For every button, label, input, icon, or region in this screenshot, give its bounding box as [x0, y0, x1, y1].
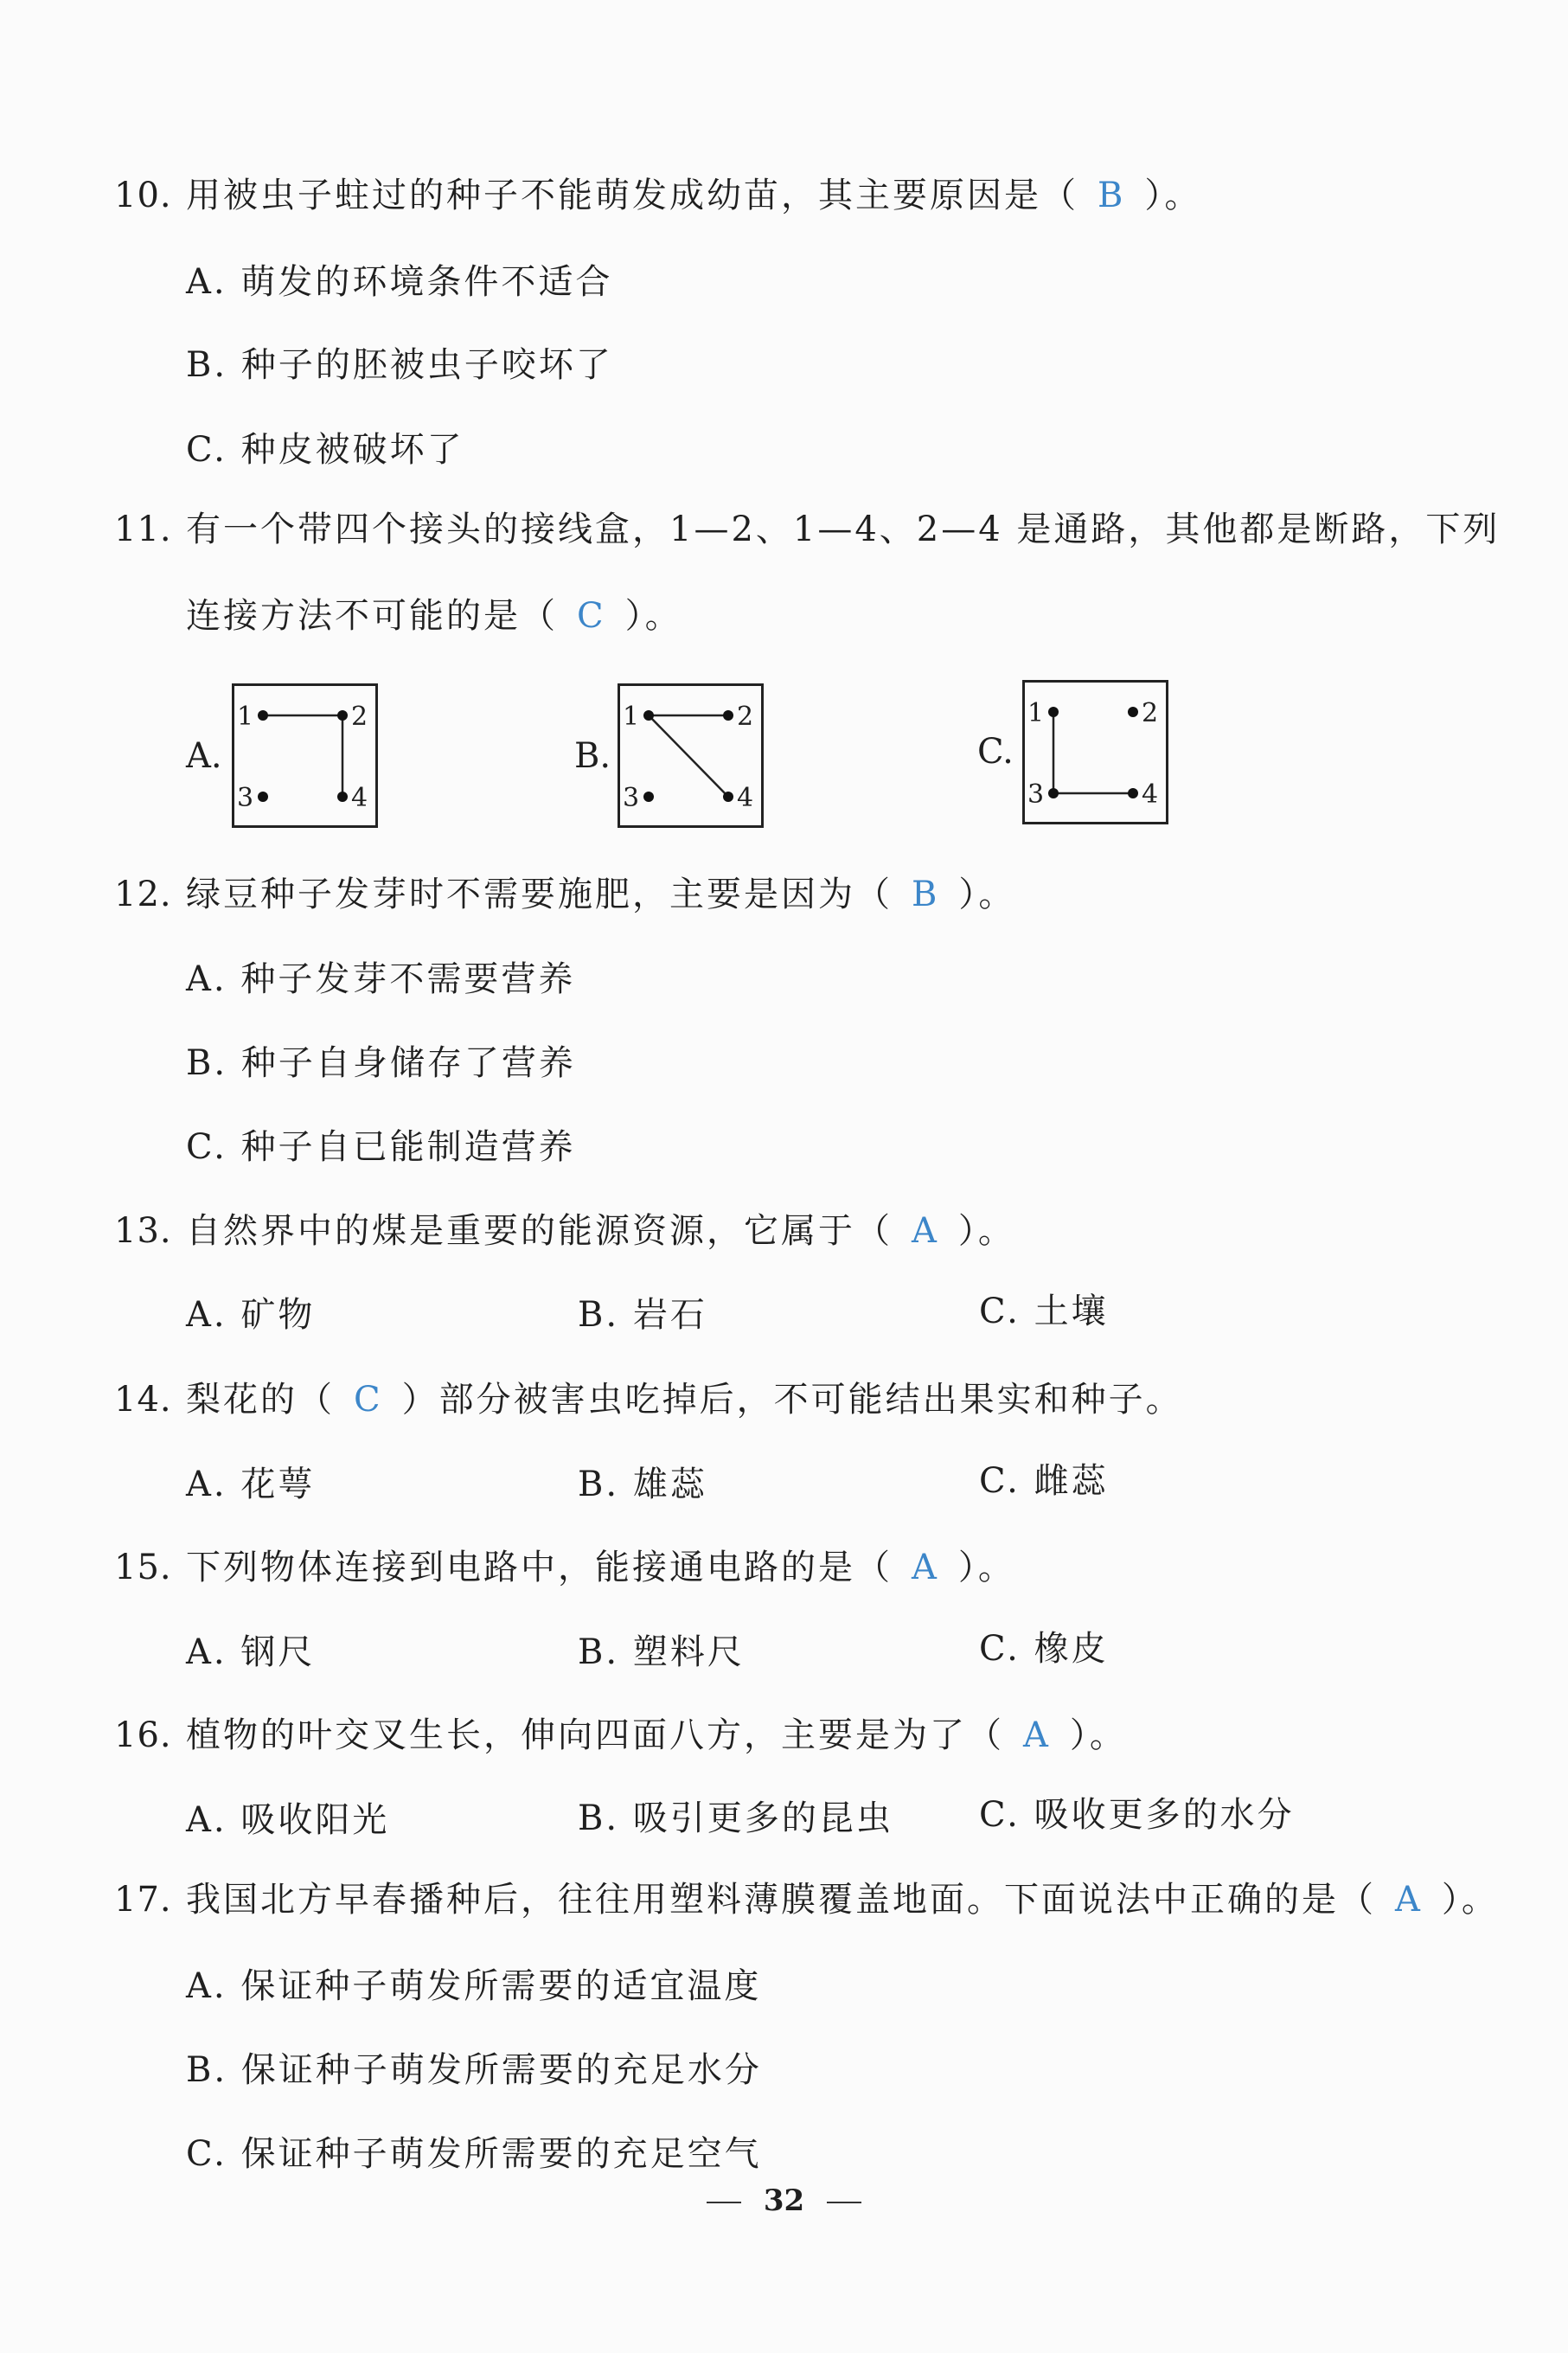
terminal-2-dot — [337, 710, 348, 721]
option-a: A. 吸收阳光 — [186, 1800, 390, 1840]
terminal-3-dot — [1048, 788, 1059, 798]
terminal-2-label: 2 — [351, 702, 368, 732]
terminal-1-dot — [1048, 707, 1059, 717]
terminal-3-dot — [643, 792, 654, 802]
answer-mark: C — [354, 1380, 383, 1420]
answer-mark: A — [1395, 1880, 1423, 1920]
diagram-a — [232, 683, 379, 829]
terminal-3-label: 3 — [1027, 779, 1045, 810]
option-c: C. 橡皮 — [979, 1629, 1109, 1669]
question-text: 自然界中的煤是重要的能源资源，它属于（ — [186, 1211, 893, 1251]
question-number: 14. — [114, 1380, 172, 1420]
question-number: 15. — [114, 1548, 172, 1587]
terminal-3-label: 3 — [623, 783, 640, 813]
question-16 — [114, 1713, 1127, 1758]
question-number: 10. — [114, 176, 172, 215]
question-text: 连接方法不可能的是（ — [186, 596, 558, 636]
terminal-4-label: 4 — [737, 783, 754, 813]
option-c: C. 吸收更多的水分 — [979, 1795, 1295, 1835]
terminal-2-label: 2 — [737, 702, 754, 732]
terminal-4-dot — [1128, 788, 1138, 798]
question-text: 我国北方早春播种后，往往用塑料薄膜覆盖地面。下面说法中正确的是（ — [186, 1880, 1376, 1920]
option-c: C. 保证种子萌发所需要的充足空气 — [186, 2134, 762, 2174]
question-text-end: ）。 — [957, 1548, 1015, 1587]
question-text: 用被虫子蛀过的种子不能萌发成幼苗，其主要原因是（ — [186, 176, 1078, 215]
question-number: 11. — [114, 510, 172, 549]
question-text: 有一个带四个接头的接线盒，1—2、1—4、2—4 是通路，其他都是断路，下列 — [186, 510, 1501, 549]
terminal-4-dot — [337, 792, 348, 802]
question-text-end: ）部分被害虫吃掉后，不可能结出果实和种子。 — [401, 1380, 1183, 1420]
terminal-3-dot — [258, 792, 268, 802]
question-text-end: ）。 — [1441, 1880, 1499, 1920]
terminal-1-label: 1 — [623, 702, 640, 732]
option-a: A. 保证种子萌发所需要的适宜温度 — [186, 1966, 762, 2006]
footer-dash-left — [707, 2202, 741, 2203]
terminal-1-dot — [258, 710, 268, 721]
page-footer — [0, 2182, 1568, 2220]
option-a: A. 钢尺 — [186, 1632, 316, 1672]
question-text-end: ）。 — [1144, 176, 1202, 215]
diagram-c-label: C. — [977, 732, 1014, 772]
terminal-2-label: 2 — [1142, 698, 1159, 728]
diagram-b — [618, 683, 765, 829]
option-b: B. 保证种子萌发所需要的充足水分 — [186, 2050, 762, 2090]
footer-dash-right — [827, 2202, 861, 2203]
option-b: B. 岩石 — [578, 1295, 707, 1335]
page-number: 32 — [763, 2183, 805, 2218]
option-b: B. 吸引更多的昆虫 — [578, 1798, 893, 1838]
question-13 — [114, 1209, 1015, 1253]
option-c: C. 土壤 — [979, 1292, 1109, 1331]
diagram-b-label: B. — [574, 736, 611, 776]
question-text: 植物的叶交叉生长，伸向四面八方，主要是为了（ — [186, 1715, 1004, 1755]
answer-mark: B — [912, 875, 940, 914]
option-b: B. 雄蕊 — [578, 1465, 707, 1504]
wire-1-4 — [649, 715, 728, 797]
question-text-end: ）。 — [624, 596, 682, 636]
question-number: 17. — [114, 1880, 172, 1920]
question-10 — [114, 173, 1201, 218]
diagram-a-label: A. — [186, 736, 222, 776]
answer-mark: B — [1098, 176, 1126, 215]
terminal-4-dot — [723, 792, 733, 802]
option-b: B. 种子自身储存了营养 — [186, 1043, 576, 1083]
answer-mark: A — [912, 1211, 939, 1251]
answer-mark: A — [1023, 1715, 1051, 1755]
terminal-1-dot — [643, 710, 654, 721]
terminal-3-label: 3 — [237, 783, 254, 813]
question-17 — [114, 1877, 1499, 1922]
question-text-end: ）。 — [957, 1211, 1015, 1251]
question-11 — [114, 507, 1500, 552]
terminal-4-label: 4 — [351, 783, 368, 813]
question-text: 下列物体连接到电路中，能接通电路的是（ — [186, 1548, 893, 1587]
question-15 — [114, 1545, 1015, 1590]
terminal-1-label: 1 — [1027, 698, 1045, 728]
option-a: A. 矿物 — [186, 1295, 316, 1335]
diagram-c — [1022, 680, 1169, 825]
option-a: A. 花萼 — [186, 1465, 316, 1504]
question-14 — [114, 1377, 1183, 1422]
option-c: C. 种子自已能制造营养 — [186, 1127, 576, 1167]
question-number: 16. — [114, 1715, 172, 1755]
question-text-end: ）。 — [1069, 1715, 1127, 1755]
answer-mark: C — [577, 596, 606, 636]
option-a: A. 种子发芽不需要营养 — [186, 959, 576, 999]
option-c: C. 种皮被破坏了 — [186, 430, 464, 470]
question-number: 13. — [114, 1211, 172, 1251]
option-b: B. 种子的胚被虫子咬坏了 — [186, 345, 613, 385]
answer-mark: A — [912, 1548, 939, 1587]
terminal-4-label: 4 — [1142, 779, 1159, 810]
question-text: 绿豆种子发芽时不需要施肥，主要是因为（ — [186, 875, 893, 914]
question-text-end: ）。 — [958, 875, 1016, 914]
option-b: B. 塑料尺 — [578, 1632, 745, 1672]
terminal-2-dot — [723, 710, 733, 721]
option-c: C. 雌蕊 — [979, 1461, 1109, 1501]
option-a: A. 萌发的环境条件不适合 — [186, 262, 613, 302]
question-12 — [114, 872, 1015, 917]
question-number: 12. — [114, 875, 172, 914]
question-11-line2 — [186, 593, 682, 638]
terminal-1-label: 1 — [237, 702, 254, 732]
question-text: 梨花的（ — [186, 1380, 335, 1420]
terminal-2-dot — [1128, 707, 1138, 717]
